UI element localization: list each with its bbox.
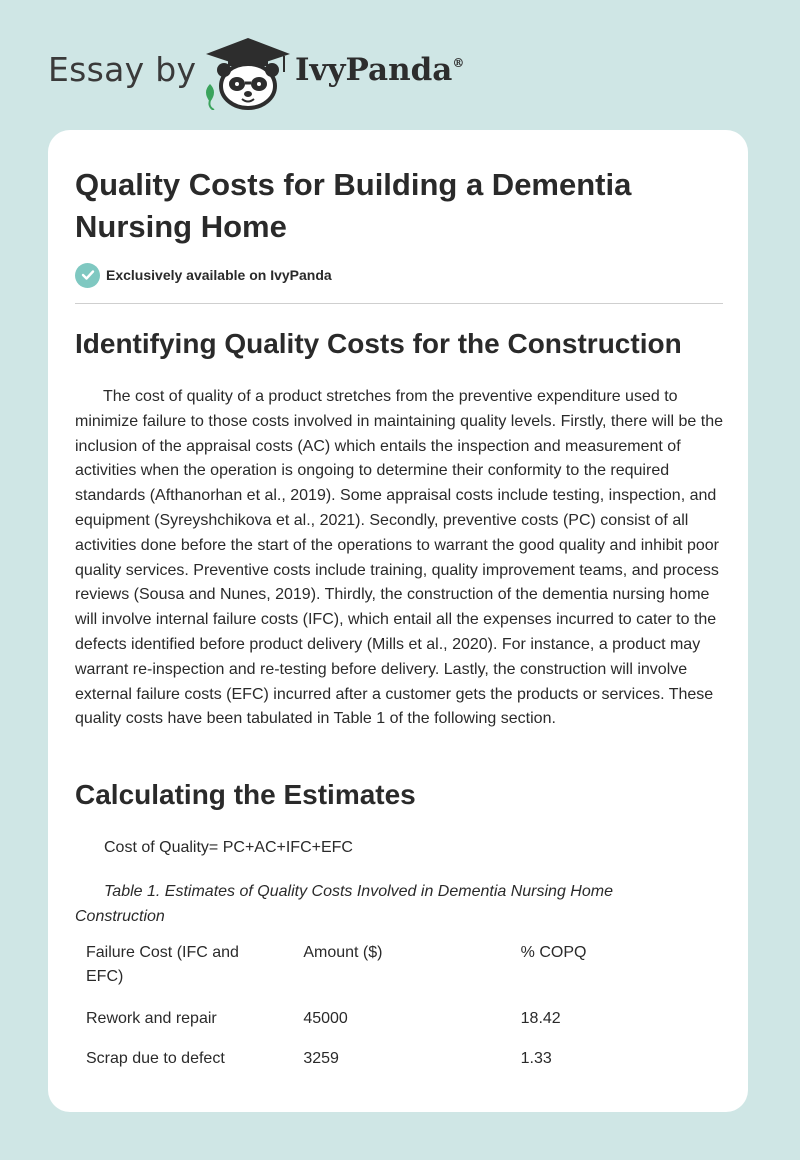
exclusive-badge xyxy=(75,262,332,288)
table-cell: Scrap due to defect xyxy=(86,1050,225,1067)
table-cell: 1.33 xyxy=(520,1050,552,1067)
table-header-row xyxy=(75,935,727,1001)
cost-formula: Cost of Quality= PC+AC+IFC+EFC xyxy=(104,839,353,856)
divider xyxy=(75,303,723,304)
registered-mark: ® xyxy=(452,55,465,70)
exclusive-label: Exclusively available on IvyPanda xyxy=(106,267,332,283)
table-cell: 18.42 xyxy=(520,1010,561,1027)
site-header xyxy=(0,0,800,120)
page-title: Quality Costs for Building a Dementia Nursing Home xyxy=(75,167,632,244)
brand-name[interactable] xyxy=(295,52,464,88)
column-header-amount: Amount ($) xyxy=(303,944,383,961)
column-header-copq: % COPQ xyxy=(520,944,587,961)
section-heading-calculating: Calculating the Estimates xyxy=(75,779,416,810)
table-row xyxy=(75,1041,727,1081)
brand-text: IvyPanda xyxy=(295,52,453,88)
essay-card xyxy=(48,130,748,1112)
table-row xyxy=(75,1001,727,1041)
section-heading-identifying: Identifying Quality Costs for the Construction xyxy=(75,328,682,359)
table-cell: Rework and repair xyxy=(86,1010,217,1027)
panda-logo-icon[interactable] xyxy=(200,34,296,110)
table-cell: 45000 xyxy=(303,1010,348,1027)
table-caption: Table 1. Estimates of Quality Costs Involved in Dementia Nursing Home Construction xyxy=(75,883,613,925)
check-circle-icon xyxy=(75,263,100,288)
table-cell: 3259 xyxy=(303,1050,339,1067)
essay-by-label: Essay by xyxy=(48,50,197,89)
column-header-failure-cost: Failure Cost (IFC and EFC) xyxy=(86,944,239,985)
quality-costs-table xyxy=(75,935,727,1081)
paragraph: The cost of quality of a product stretches from the preventive expenditure used to minimize failure to those costs involved in maintaining quality levels. Firstly, there will be the inclusion of the appraisal costs (AC) which entails the inspection and measurement of activities when the operation is ongoing to determine their conformity to the required standards (Afthanorhan et al., 2019). Some appraisal costs include testing, inspection, and equipment (Syreyshchikova et al., 2021). Secondly, preventive costs (PC) consist of all activities done before the start of the operations to warrant the good quality and inhibit poor quality services. Preventive costs include training, quality improvement teams, and process reviews (Sousa and Nunes, 2019). Thirdly, the construction of the dementia nursing home will involve internal failure costs (IFC), which entail all the expenses incurred to cater to the defects identified before product delivery (Mills et al., 2020). For instance, a product may warrant re-inspection and re-testing before delivery. Lastly, the construction will involve external failure costs (EFC) incurred after a customer gets the products or services. These quality costs have been tabulated in Table 1 of the following section. xyxy=(75,388,723,728)
